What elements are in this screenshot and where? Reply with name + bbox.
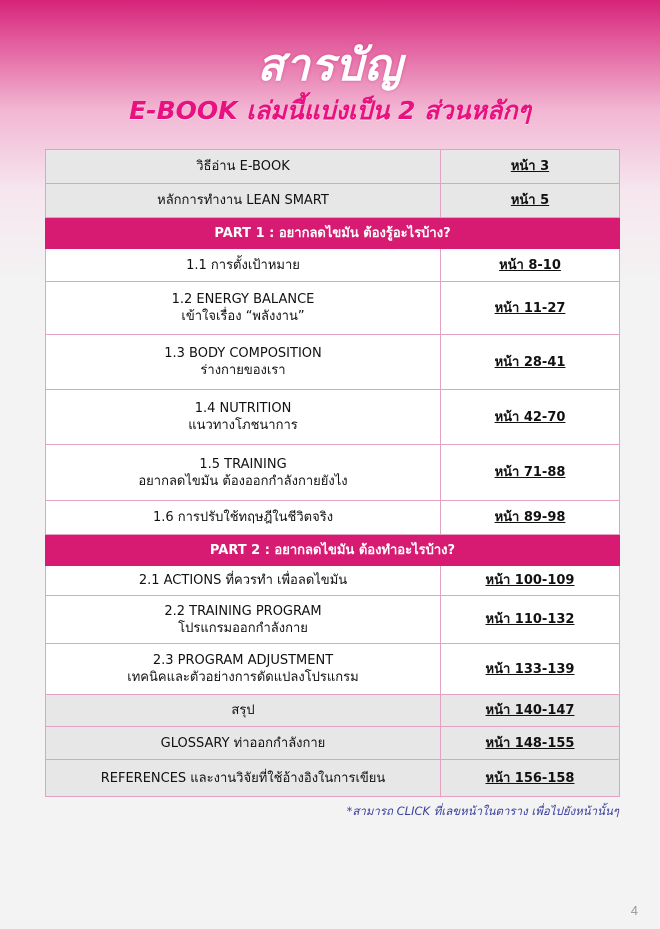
page-link[interactable]: หน้า 28-41 [494,354,566,370]
toc-entry-label [46,282,441,335]
entry-title: 1.4 NUTRITION [194,401,292,416]
page-link[interactable]: หน้า 3 [510,159,550,174]
toc-entry-label [46,596,441,644]
page-link[interactable]: หน้า 148-155 [485,735,575,751]
table-row [46,695,620,727]
page-link[interactable]: หน้า 110-132 [485,612,575,627]
entry-title: 2.2 TRAINING PROGRAM [164,603,322,619]
toc-entry-label: 1.1 การตั้งเป้าหมาย [46,249,441,282]
page-link[interactable]: หน้า 89-98 [494,510,566,525]
page-link[interactable]: หน้า 140-147 [485,703,575,718]
page-link[interactable]: หน้า 11-27 [494,300,566,316]
page-link[interactable]: หน้า 100-109 [485,573,575,588]
entry-subtitle: เทคนิคและตัวอย่างการดัดแปลงโปรแกรม [127,670,359,685]
table-row [46,150,620,184]
table-row [46,445,620,501]
page-link[interactable]: หน้า 133-139 [485,661,575,677]
table-row [46,249,620,282]
part2-title: PART 2 : อยากลดไขมัน ต้องทำอะไรบ้าง? [46,535,620,566]
entry-title: 1.2 ENERGY BALANCE [171,292,315,307]
page-number: 4 [630,903,638,918]
table-row [46,335,620,390]
part-header [46,535,620,566]
toc-entry-label: วิธีอ่าน E-BOOK [46,150,441,184]
entry-subtitle: ร่างกายของเรา [200,363,286,378]
table-row [46,390,620,445]
page-link[interactable]: หน้า 5 [510,193,550,208]
page-subtitle: E-BOOK เล่มนี้แบ่งเป็น 2 ส่วนหลักๆ [129,96,531,125]
entry-subtitle: แนวทางโภชนาการ [188,418,298,433]
part1-title: PART 1 : อยากลดไขมัน ต้องรู้อะไรบ้าง? [46,218,620,249]
toc-entry-label: 2.1 ACTIONS ที่ควรทำ เพื่อลดไขมัน [46,566,441,596]
entry-title: 1.3 BODY COMPOSITION [164,346,322,361]
table-row [46,760,620,797]
table-row [46,596,620,644]
click-hint-note: *สามารถ CLICK ที่เลขหน้าในตาราง เพื่อไปยังหน้านั้นๆ [346,804,619,818]
toc-entry-label [46,390,441,445]
toc-entry-label: REFERENCES และงานวิจัยที่ใช้อ้างอิงในการเขียน [46,760,441,797]
entry-subtitle: โปรแกรมออกกำลังกาย [178,620,308,636]
toc-entry-label [46,644,441,695]
page-link[interactable]: หน้า 8-10 [499,257,561,273]
toc-entry-label: 1.6 การปรับใช้ทฤษฎีในชีวิตจริง [46,501,441,535]
toc-entry-label: สรุป [46,695,441,727]
toc-entry-label: หลักการทำงาน LEAN SMART [46,184,441,218]
page-link[interactable]: หน้า 156-158 [485,770,575,786]
entry-title: 1.5 TRAINING [199,456,287,472]
page-title: สารบัญ [257,40,403,91]
part-header [46,218,620,249]
toc-entry-label: GLOSSARY ท่าออกกำลังกาย [46,727,441,760]
table-row [46,727,620,760]
page-link[interactable]: หน้า 42-70 [494,409,566,425]
entry-subtitle: เข้าใจเรื่อง “พลังงาน” [181,309,305,324]
table-of-contents [45,149,620,797]
entry-subtitle: อยากลดไขมัน ต้องออกกำลังกายยังไง [138,473,348,489]
table-row [46,644,620,695]
page-link[interactable]: หน้า 71-88 [494,465,566,480]
toc-entry-label [46,445,441,501]
table-row [46,282,620,335]
toc-entry-label [46,335,441,390]
table-row [46,501,620,535]
entry-title: 2.3 PROGRAM ADJUSTMENT [152,653,334,668]
table-row [46,566,620,596]
table-row [46,184,620,218]
